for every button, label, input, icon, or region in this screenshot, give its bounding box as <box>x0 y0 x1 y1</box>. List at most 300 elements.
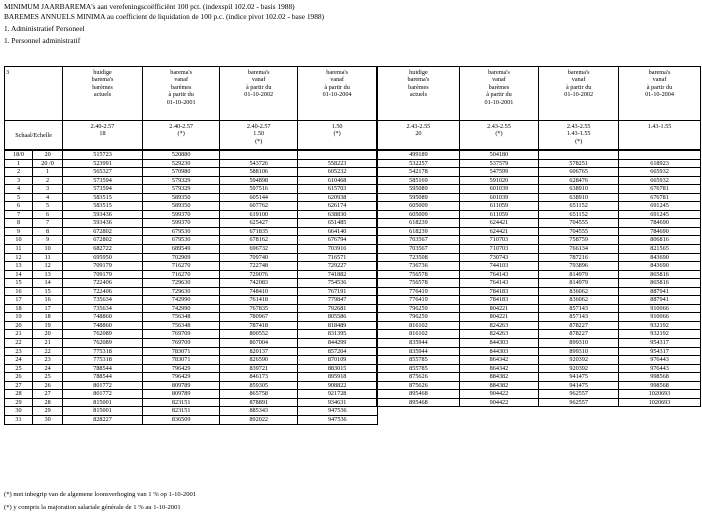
column-header-line: barema's <box>326 69 348 76</box>
table-row <box>5 364 701 373</box>
amount-cell: 843690 <box>619 253 701 262</box>
column-header-line: à partir du <box>486 91 512 99</box>
amount-cell: 578251 <box>539 159 619 168</box>
step-cell: 26 <box>5 373 33 382</box>
amount-cell: 543726 <box>220 159 298 168</box>
amount-cell: 723508 <box>377 253 459 262</box>
step-cell: 4 <box>33 193 63 202</box>
step-cell: 7 <box>5 210 33 219</box>
step-cell: 10 <box>33 245 63 254</box>
amount-cell: 605009 <box>377 210 459 219</box>
amount-cell: 618923 <box>619 159 701 168</box>
scale-value-line: (*) <box>333 130 341 138</box>
amount-cell: 620938 <box>298 193 378 202</box>
amount-cell: 729227 <box>298 262 378 271</box>
step-cell: 15 <box>33 287 63 296</box>
amount-cell: 716571 <box>298 253 378 262</box>
step-cell: 21 <box>33 339 63 348</box>
amount-cell: 844299 <box>298 339 378 348</box>
amount-cell: 742990 <box>142 296 220 305</box>
amount-cell: 818489 <box>298 321 378 330</box>
amount-cell: 696732 <box>220 245 298 254</box>
amount-cell: 722406 <box>63 287 143 296</box>
column-header <box>377 67 459 121</box>
step-cell: 2 <box>5 168 33 177</box>
amount-cell: 691245 <box>619 202 701 211</box>
table-row <box>5 236 701 245</box>
column-header-line: 01-10-2001 <box>166 98 196 106</box>
amount-cell: 792681 <box>298 304 378 313</box>
column-header <box>63 67 143 121</box>
step-cell: 24 <box>5 356 33 365</box>
amount-cell: 589350 <box>142 202 220 211</box>
amount-cell: 651152 <box>539 210 619 219</box>
amount-cell: 857204 <box>298 347 378 356</box>
scale-value-line: (*) <box>177 130 185 138</box>
amount-cell: 815001 <box>63 407 143 416</box>
amount-cell: 844303 <box>459 339 539 348</box>
amount-cell: 611059 <box>459 202 539 211</box>
table-row <box>5 193 701 202</box>
amount-cell: 579329 <box>142 176 220 185</box>
amount-cell: 804221 <box>459 304 539 313</box>
amount-cell: 703567 <box>377 236 459 245</box>
amount-cell: 823151 <box>142 407 220 416</box>
table-row <box>5 262 701 271</box>
scale-value <box>459 121 539 151</box>
amount-cell: 805586 <box>298 313 378 322</box>
table-row <box>5 159 701 168</box>
amount-cell: 780967 <box>220 313 298 322</box>
amount-cell: 954317 <box>619 339 701 348</box>
amount-cell: 504180 <box>459 150 539 159</box>
amount-cell: 800552 <box>220 330 298 339</box>
amount-cell: 742083 <box>220 279 298 288</box>
amount-cell: 784183 <box>459 287 539 296</box>
amount-cell: 836062 <box>539 296 619 305</box>
table-row <box>5 330 701 339</box>
step-cell: 27 <box>5 381 33 390</box>
amount-cell: 769709 <box>142 330 220 339</box>
section-title-nl: 1. Administratief Personeel <box>4 24 85 33</box>
amount-cell: 824263 <box>459 321 539 330</box>
column-header <box>220 67 298 121</box>
table-row <box>5 313 701 322</box>
amount-cell: 573594 <box>63 176 143 185</box>
step-cell: 26 <box>33 381 63 390</box>
amount-cell: 618239 <box>377 219 459 228</box>
table-row <box>5 390 701 399</box>
step-cell: 18 <box>33 313 63 322</box>
table-row <box>5 373 701 382</box>
scale-value-line: (*) <box>495 130 503 138</box>
amount-cell: 826590 <box>220 356 298 365</box>
step-cell: 19 <box>5 313 33 322</box>
amount-cell: 766134 <box>539 245 619 254</box>
column-header-line: actuels <box>409 91 427 99</box>
scale-value-line: 20 <box>415 130 422 138</box>
step-cell: 5 <box>33 202 63 211</box>
step-cell: 2 <box>33 176 63 185</box>
amount-cell: 703916 <box>298 245 378 254</box>
step-cell: 1 <box>5 159 33 168</box>
amount-cell: 878227 <box>539 330 619 339</box>
column-header-line: vanaf <box>492 76 506 84</box>
step-cell: 3 <box>5 176 33 185</box>
column-header-line: barema's <box>91 76 114 84</box>
amount-cell: 730743 <box>459 253 539 262</box>
column-header-line: barema's <box>488 69 510 76</box>
amount-cell: 702909 <box>142 253 220 262</box>
header-title-nl: MINIMUM JAARBAREMA's aan verefeningscoëfficiënt 100 pct. (indexspil 102.02 - basis 1988) <box>4 2 295 11</box>
step-cell: 25 <box>5 364 33 373</box>
amount-cell: 796429 <box>142 364 220 373</box>
amount-cell: 865816 <box>619 279 701 288</box>
amount-cell: 691245 <box>619 210 701 219</box>
amount-cell: 679530 <box>142 236 220 245</box>
amount-cell: 605009 <box>377 202 459 211</box>
scale-value-line: 1.50 <box>253 130 265 138</box>
step-cell: 5 <box>5 193 33 202</box>
amount-cell: 836509 <box>142 415 220 424</box>
step-cell: 10 <box>5 236 33 245</box>
step-cell: 13 <box>5 262 33 271</box>
amount-cell: 624421 <box>459 219 539 228</box>
scale-value <box>142 121 220 151</box>
footnote-nl: (*) met inbegrip van de algemene loonsverhoging van 1 % op 1-10-2001 <box>4 491 197 498</box>
amount-cell: 809789 <box>142 381 220 390</box>
amount-cell: 583515 <box>63 202 143 211</box>
amount-cell: 904422 <box>459 398 539 407</box>
column-header-line: vanaf <box>251 76 266 84</box>
amount-cell: 651485 <box>298 219 378 228</box>
amount-cell <box>619 415 701 424</box>
scale-value-line: 1.50 <box>331 123 343 130</box>
amount-cell: 820137 <box>220 347 298 356</box>
step-cell: 31 <box>5 415 33 424</box>
amount-cell: 776419 <box>377 296 459 305</box>
amount-cell: 547599 <box>459 168 539 177</box>
step-cell: 18/0 <box>5 150 33 159</box>
amount-cell: 904422 <box>459 390 539 399</box>
table-row <box>5 356 701 365</box>
amount-cell: 624421 <box>459 227 539 236</box>
step-cell: 16 <box>33 296 63 305</box>
amount-cell: 607762 <box>220 202 298 211</box>
amount-cell: 895918 <box>298 373 378 382</box>
amount-cell: 689549 <box>142 245 220 254</box>
step-cell: 6 <box>33 210 63 219</box>
amount-cell: 998568 <box>619 373 701 382</box>
amount-cell: 736736 <box>377 262 459 271</box>
table-row <box>5 168 701 177</box>
scale-value <box>298 121 378 151</box>
amount-cell: 910066 <box>619 313 701 322</box>
amount-cell: 762089 <box>63 330 143 339</box>
column-header-line: barema's <box>170 69 193 76</box>
amount-cell: 756578 <box>377 279 459 288</box>
column-header-line: 01-10-2002 <box>244 91 274 99</box>
amount-cell: 704555 <box>539 227 619 236</box>
amount-cell: 593436 <box>63 219 143 228</box>
amount-cell: 809789 <box>142 390 220 399</box>
column-header-line: barema's <box>567 69 590 76</box>
amount-cell: 883015 <box>298 364 378 373</box>
amount-cell: 542178 <box>377 168 459 177</box>
scale-value-line: (*) <box>575 137 583 145</box>
amount-cell: 729630 <box>142 287 220 296</box>
step-cell: 8 <box>5 219 33 228</box>
amount-cell: 884382 <box>459 373 539 382</box>
amount-cell: 638910 <box>539 193 619 202</box>
amount-cell: 784690 <box>619 219 701 228</box>
column-header-line: 01-10-2001 <box>484 98 514 106</box>
step-cell: 16 <box>5 287 33 296</box>
amount-cell: 828227 <box>63 415 143 424</box>
amount-cell <box>539 407 619 416</box>
amount-cell: 597516 <box>220 185 298 194</box>
column-header-line: vanaf <box>571 76 586 84</box>
amount-cell: 821565 <box>619 245 701 254</box>
table-row <box>5 398 701 407</box>
amount-cell: 793896 <box>539 262 619 271</box>
amount-cell: 814979 <box>539 279 619 288</box>
step-cell: 28 <box>5 390 33 399</box>
amount-cell: 716270 <box>142 262 220 271</box>
step-cell: 22 <box>33 347 63 356</box>
scale-value-line: 1.43-1.55 <box>647 123 672 130</box>
amount-cell: 887941 <box>619 296 701 305</box>
amount-cell: 558223 <box>298 159 378 168</box>
column-header-line: barema's <box>247 69 270 76</box>
amount-cell: 756348 <box>142 321 220 330</box>
amount-cell: 515723 <box>63 150 143 159</box>
scale-value-line: 2.43-2.55 <box>406 123 431 130</box>
column-header <box>459 67 539 121</box>
amount-cell: 671835 <box>220 227 298 236</box>
amount-cell: 594898 <box>220 176 298 185</box>
column-header <box>142 67 220 121</box>
amount-cell: 865758 <box>220 390 298 399</box>
column-header-line: barèmes <box>170 83 192 91</box>
amount-cell: 796259 <box>377 304 459 313</box>
scale-value-line: 2.43-2.55 <box>566 123 591 130</box>
amount-cell: 801772 <box>63 390 143 399</box>
amount-cell: 579329 <box>142 185 220 194</box>
column-header-line: actuels <box>93 91 112 99</box>
amount-cell <box>459 415 539 424</box>
amount-cell: 865816 <box>619 270 701 279</box>
step-cell: 29 <box>5 398 33 407</box>
amount-cell: 884382 <box>459 381 539 390</box>
amount-cell: 722748 <box>220 262 298 271</box>
amount-cell: 962557 <box>539 390 619 399</box>
amount-cell: 529230 <box>142 159 220 168</box>
amount-cell: 741882 <box>298 270 378 279</box>
amount-cell <box>377 407 459 416</box>
step-cell: 3 <box>33 185 63 194</box>
amount-cell <box>619 407 701 416</box>
table-row <box>5 381 701 390</box>
column-header-line: à partir du <box>168 91 194 99</box>
amount-cell: 779847 <box>298 296 378 305</box>
amount-cell: 537579 <box>459 159 539 168</box>
amount-cell: 796259 <box>377 313 459 322</box>
amount-cell: 875626 <box>377 373 459 382</box>
amount-cell: 610468 <box>298 176 378 185</box>
amount-cell: 784183 <box>459 296 539 305</box>
amount-cell: 638910 <box>539 185 619 194</box>
amount-cell: 710703 <box>459 245 539 254</box>
amount-cell: 932192 <box>619 330 701 339</box>
amount-cell: 695950 <box>63 253 143 262</box>
amount-cell: 859305 <box>220 381 298 390</box>
amount-cell: 804221 <box>459 313 539 322</box>
amount-cell: 875626 <box>377 381 459 390</box>
amount-cell: 776419 <box>377 287 459 296</box>
step-cell: 24 <box>33 364 63 373</box>
step-cell: 20 /0 <box>33 159 63 168</box>
table-row <box>5 321 701 330</box>
table-row <box>5 279 701 288</box>
column-header-line: huidige <box>93 69 112 76</box>
table-row <box>5 270 701 279</box>
amount-cell: 783071 <box>142 356 220 365</box>
step-cell: 18 <box>5 304 33 313</box>
amount-cell: 520880 <box>142 150 220 159</box>
column-header-line: barèmes <box>408 83 429 91</box>
amount-cell: 638830 <box>298 210 378 219</box>
step-cell: 14 <box>5 270 33 279</box>
amount-cell: 855785 <box>377 364 459 373</box>
step-cell: 13 <box>33 270 63 279</box>
column-header-line: 01-10-2002 <box>564 91 594 99</box>
section-title-fr: 1. Personnel administratif <box>4 36 81 45</box>
amount-cell: 887941 <box>619 287 701 296</box>
table-row <box>5 407 701 416</box>
amount-cell: 672802 <box>63 227 143 236</box>
salary-scale-table <box>4 66 701 425</box>
amount-cell: 704555 <box>539 219 619 228</box>
amount-cell: 835944 <box>377 347 459 356</box>
amount-cell <box>539 415 619 424</box>
amount-cell: 605232 <box>298 168 378 177</box>
amount-cell: 947536 <box>298 407 378 416</box>
amount-cell: 1020693 <box>619 390 701 399</box>
table-row <box>5 253 701 262</box>
amount-cell: 934631 <box>298 398 378 407</box>
amount-cell <box>539 150 619 159</box>
step-cell: 9 <box>33 236 63 245</box>
amount-cell: 775318 <box>63 347 143 356</box>
column-header-line: barema's <box>648 69 671 76</box>
amount-cell: 532257 <box>377 159 459 168</box>
step-cell: 14 <box>33 279 63 288</box>
amount-cell: 857143 <box>539 304 619 313</box>
amount-cell: 748860 <box>63 321 143 330</box>
amount-cell: 835944 <box>377 339 459 348</box>
amount-cell: 744103 <box>459 262 539 271</box>
column-header-line: à partir du <box>646 83 673 91</box>
column-header-line: 01-10-2004 <box>645 91 674 99</box>
column-header <box>539 67 619 121</box>
header-title-fr: BAREMES ANNUELS MINIMA au coefficient de liquidation de 100 p.c. (indice pivot 102.02 - base 1988) <box>4 12 325 21</box>
amount-cell: 895468 <box>377 398 459 407</box>
table-row <box>5 150 701 159</box>
amount-cell: 748410 <box>220 287 298 296</box>
amount-cell: 807004 <box>220 339 298 348</box>
table-row <box>5 245 701 254</box>
amount-cell: 899310 <box>539 347 619 356</box>
amount-cell: 954317 <box>619 347 701 356</box>
amount-cell: 618239 <box>377 227 459 236</box>
amount-cell: 605144 <box>220 193 298 202</box>
amount-cell: 823151 <box>142 398 220 407</box>
amount-cell: 962557 <box>539 398 619 407</box>
amount-cell: 870109 <box>298 356 378 365</box>
amount-cell: 585169 <box>377 176 459 185</box>
table-row <box>5 304 701 313</box>
amount-cell: 676794 <box>298 236 378 245</box>
step-cell: 11 <box>33 253 63 262</box>
column-header-line: vanaf <box>652 76 667 84</box>
amount-cell: 523991 <box>63 159 143 168</box>
amount-cell: 709179 <box>63 270 143 279</box>
amount-cell: 815001 <box>63 398 143 407</box>
scale-value <box>220 121 298 151</box>
step-cell: 23 <box>33 356 63 365</box>
step-cell: 27 <box>33 390 63 399</box>
column-header-line: barèmes <box>488 83 510 91</box>
amount-cell: 855785 <box>377 356 459 365</box>
amount-cell: 836062 <box>539 287 619 296</box>
scale-value-line: 2.43-2.55 <box>487 123 511 130</box>
column-header-line: barema's <box>407 76 430 84</box>
table-row <box>5 227 701 236</box>
column-header-line: à partir du <box>324 83 350 91</box>
amount-cell: 615703 <box>298 185 378 194</box>
amount-cell: 976443 <box>619 364 701 373</box>
amount-cell: 947536 <box>298 415 378 424</box>
amount-cell: 831395 <box>298 330 378 339</box>
amount-cell: 729076 <box>220 270 298 279</box>
amount-cell <box>619 150 701 159</box>
amount-cell: 703567 <box>377 245 459 254</box>
amount-cell: 878227 <box>539 321 619 330</box>
amount-cell <box>298 150 378 159</box>
amount-cell: 824263 <box>459 330 539 339</box>
amount-cell: 588106 <box>220 168 298 177</box>
step-cell: 15 <box>5 279 33 288</box>
scale-value <box>377 121 459 151</box>
column-header-line: huidige <box>409 69 428 76</box>
amount-cell: 716270 <box>142 270 220 279</box>
amount-cell: 764143 <box>459 270 539 279</box>
amount-cell: 735634 <box>63 296 143 305</box>
amount-cell: 844303 <box>459 347 539 356</box>
amount-cell <box>377 415 459 424</box>
amount-cell: 783071 <box>142 347 220 356</box>
step-cell: 22 <box>5 339 33 348</box>
amount-cell: 619100 <box>220 210 298 219</box>
table-row <box>5 287 701 296</box>
amount-cell: 589350 <box>142 193 220 202</box>
step-cell: 29 <box>33 407 63 416</box>
amount-cell: 599370 <box>142 219 220 228</box>
amount-cell: 679530 <box>142 227 220 236</box>
footnote-fr: (*) y compris la majoration salariale générale de 1 % au 1-10-2001 <box>4 504 181 511</box>
step-cell: 20 <box>33 330 63 339</box>
